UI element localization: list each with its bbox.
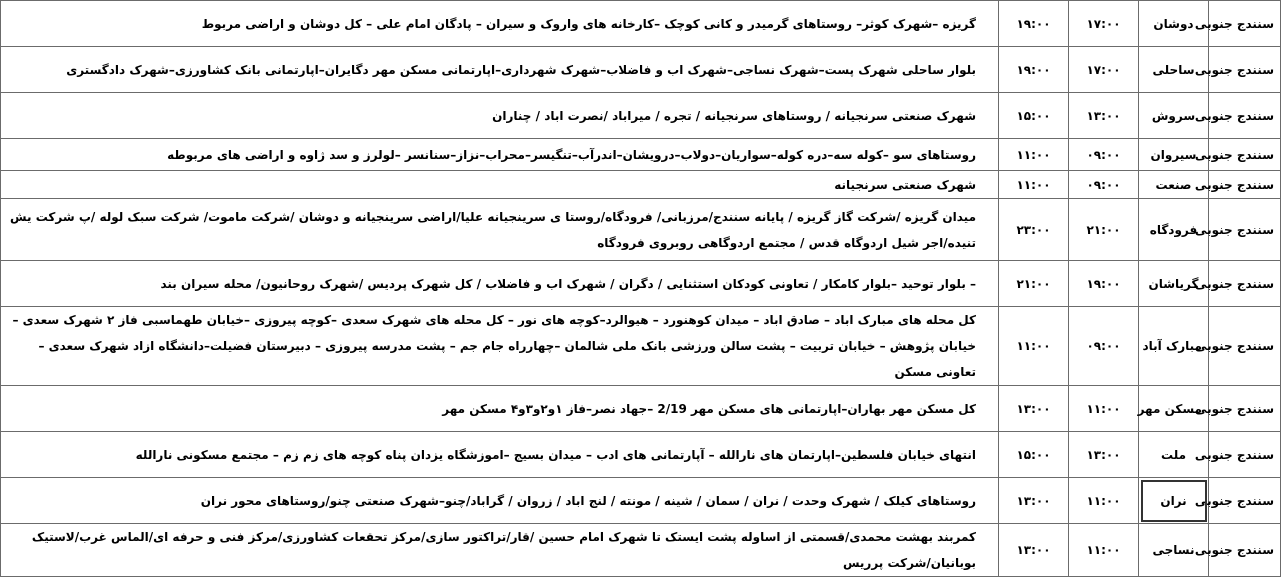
table-row [1,478,1281,524]
start-time-cell[interactable]: ۰۹:۰۰ [1069,307,1139,386]
region-cell[interactable]: سنندج جنوبی [1209,478,1281,524]
region-cell[interactable]: سنندج جنوبی [1209,432,1281,478]
start-time-cell[interactable]: ۱۷:۰۰ [1069,47,1139,93]
table-row [1,93,1281,139]
start-time-cell[interactable]: ۱۳:۰۰ [1069,432,1139,478]
region-cell[interactable]: سنندج جنوبی [1209,1,1281,47]
location-cell[interactable]: دوشان [1139,1,1209,47]
end-time-cell[interactable]: ۱۹:۰۰ [999,47,1069,93]
areas-cell[interactable]: کل مسکن مهر بهاران–اپارتمانی های مسکن مهر 2/19 –جهاد نصر–فاز ۱و۲و۳و۴ مسکن مهر [1,386,999,432]
location-cell[interactable]: صنعت [1139,171,1209,199]
table-row [1,139,1281,171]
end-time-cell[interactable]: ۱۱:۰۰ [999,139,1069,171]
end-time-cell[interactable]: ۲۳:۰۰ [999,199,1069,261]
areas-cell[interactable]: کل محله های مبارک اباد – صادق اباد – میدان کوهنورد – هیوالرد–کوچه های نور – کل محله های شهرک سعدی –کوچه پیروزی –خیابان طهماسبی فاز ۲ شهرک سعدی – خیابان پژوهش – خیابان تربیت – پشت سالن ورزشی بانک ملی شالمان –چهارراه جام جم – پشت مدرسه پیروزی – دبیرستان فضیلت–دانشگاه ازاد شهرک سعدی – تعاونی مسکن [1,307,999,386]
start-time-cell[interactable]: ۱۱:۰۰ [1069,386,1139,432]
start-time-cell[interactable]: ۱۱:۰۰ [1069,524,1139,577]
end-time-cell[interactable]: ۱۳:۰۰ [999,386,1069,432]
areas-cell[interactable]: – بلوار توحید –بلوار کامکار / تعاونی کودکان استثنایی / دگران / شهرک اب و فاضلاب / کل شهرک پردیس /شهرک روحانیون/ محله سیران بند [1,261,999,307]
areas-cell[interactable]: روستاهای کیلک / شهرک وحدت / نران / سمان / شینه / مونته / لنج اباد / زروان / گراباد/چنو–شهرک صنعتی چنو/روستاهای محور نران [1,478,999,524]
areas-cell[interactable]: گریزه –شهرک کوثر– روستاهای گرمیدر و کانی کوچک –کارخانه های واروک و سیران – پادگان امام علی – کل دوشان و اراضی مربوط [1,1,999,47]
region-cell[interactable]: سنندج جنوبی [1209,171,1281,199]
location-cell-selected[interactable]: نران [1139,478,1209,524]
table-row [1,386,1281,432]
location-cell[interactable]: سروش [1139,93,1209,139]
table-row [1,524,1281,577]
location-cell[interactable]: مبارک آباد [1139,307,1209,386]
location-cell[interactable]: فرودگاه [1139,199,1209,261]
table-row [1,171,1281,199]
areas-cell[interactable]: بلوار ساحلی شهرک پست–شهرک نساجی–شهرک اب و فاضلاب–شهرک شهرداری–اپارتمانی مسکن مهر دگایران–اپارتمانی بانک کشاورزی–شهرک دادگستری [1,47,999,93]
end-time-cell[interactable]: ۱۳:۰۰ [999,478,1069,524]
table-row [1,307,1281,386]
start-time-cell[interactable]: ۲۱:۰۰ [1069,199,1139,261]
start-time-cell[interactable]: ۱۳:۰۰ [1069,93,1139,139]
table-row [1,199,1281,261]
end-time-cell[interactable]: ۲۱:۰۰ [999,261,1069,307]
region-cell[interactable]: سنندج جنوبی [1209,93,1281,139]
areas-cell[interactable]: روستاهای سو –کوله سه–دره کوله–سواریان–دولاب–درویشان–اندرآب–تنگیسر–محراب–نزاز–سنانسر –لولرز و سد ژاوه و اراضی های مربوطه [1,139,999,171]
end-time-cell[interactable]: ۱۱:۰۰ [999,171,1069,199]
location-cell[interactable]: ملت [1139,432,1209,478]
end-time-cell[interactable]: ۱۱:۰۰ [999,307,1069,386]
location-cell[interactable]: ساحلی [1139,47,1209,93]
region-cell[interactable]: سنندج جنوبی [1209,199,1281,261]
areas-cell[interactable]: انتهای خیابان فلسطین–اپارتمان های نارالله – آپارتمانی های ادب – میدان بسیج –اموزشگاه یزدان پناه کوچه های زم زم – مجتمع مسکونی نارالله [1,432,999,478]
region-cell[interactable]: سنندج جنوبی [1209,307,1281,386]
end-time-cell[interactable]: ۱۳:۰۰ [999,524,1069,577]
areas-cell[interactable]: کمربند بهشت محمدی/قسمتی از اساوله پشت ایستک تا شهرک امام حسین /قار/تراکتور سازی/مرکز تحقعات کشاورزی/مرکز فنی و حرفه ای/الماس غرب/لاستیک بوبانیان/شرکت پرریس [1,524,999,577]
region-cell[interactable]: سنندج جنوبی [1209,386,1281,432]
start-time-cell[interactable]: ۱۹:۰۰ [1069,261,1139,307]
table-row [1,1,1281,47]
start-time-cell[interactable]: ۱۱:۰۰ [1069,478,1139,524]
table-row [1,261,1281,307]
table-row [1,432,1281,478]
region-cell[interactable]: سنندج جنوبی [1209,139,1281,171]
table-row [1,47,1281,93]
areas-cell[interactable]: شهرک صنعتی سرنجیانه [1,171,999,199]
start-time-cell[interactable]: ۰۹:۰۰ [1069,171,1139,199]
region-cell[interactable]: سنندج جنوبی [1209,524,1281,577]
location-cell[interactable]: مسکن مهر [1139,386,1209,432]
start-time-cell[interactable]: ۰۹:۰۰ [1069,139,1139,171]
location-cell[interactable]: سیروان [1139,139,1209,171]
areas-cell[interactable]: شهرک صنعتی سرنجیانه / روستاهای سرنجیانه / تجره / میراباد /نصرت اباد / چناران [1,93,999,139]
areas-cell[interactable]: میدان گریزه /شرکت گاز گریزه / پایانه سنندج/مرزبانی/ فرودگاه/روستا ی سرینجیانه علیا/اراضی سرینجیانه و دوشان /شرکت ماموت/ شرکت سبک لوله /پ شرکت یش تنیده/اجر شیل اردوگاه قدس / مجتمع اردوگاهی روبروی فرودگاه [1,199,999,261]
region-cell[interactable]: سنندج جنوبی [1209,47,1281,93]
location-cell[interactable]: نساجی [1139,524,1209,577]
schedule-body [1,1,1281,577]
location-cell[interactable]: گریاشان [1139,261,1209,307]
end-time-cell[interactable]: ۱۵:۰۰ [999,432,1069,478]
end-time-cell[interactable]: ۱۹:۰۰ [999,1,1069,47]
region-cell[interactable]: سنندج جنوبی [1209,261,1281,307]
start-time-cell[interactable]: ۱۷:۰۰ [1069,1,1139,47]
end-time-cell[interactable]: ۱۵:۰۰ [999,93,1069,139]
